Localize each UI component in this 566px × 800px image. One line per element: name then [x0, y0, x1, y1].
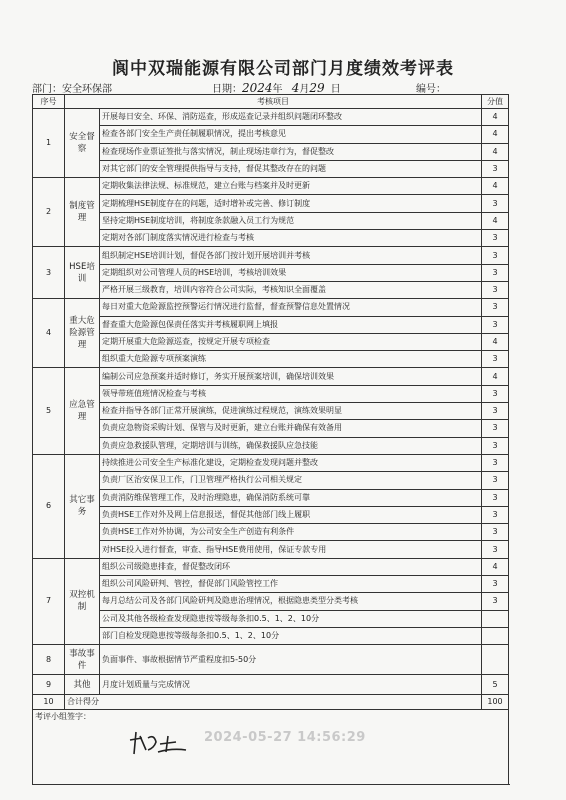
item-text: 严格开展三级教育，培训内容符合公司实际，考核知识全面覆盖: [100, 281, 482, 298]
category-label: 重大危险源管理: [65, 299, 100, 368]
weight-cell: 3: [482, 195, 509, 212]
category-label: 其他: [65, 675, 100, 695]
table-row: [33, 454, 509, 471]
weight-cell: 3: [482, 437, 509, 454]
weight-cell: 3: [482, 541, 509, 558]
item-text: 每日对重大危险源监控预警运行情况进行监督，督查预警信息处置情况: [100, 299, 482, 316]
item-text: 月度计划质量与完成情况: [100, 675, 482, 695]
row-number: 1: [33, 109, 65, 178]
weight-cell: 4: [482, 212, 509, 229]
weight-cell: 4: [482, 143, 509, 160]
item-text: 组织重大危险源专项预案演练: [100, 351, 482, 368]
item-text: 定期对各部门制度落实情况进行检查与考核: [100, 230, 482, 247]
table-row: [33, 264, 509, 281]
date-day: 29: [309, 81, 325, 95]
table-row: [33, 316, 509, 333]
total-row: [33, 695, 509, 710]
item-text: 对HSE投入进行督查，审查、指导HSE费用使用，保证专款专用: [100, 541, 482, 558]
date-field: [212, 80, 341, 95]
table-row: [33, 385, 509, 402]
table-row: [33, 299, 509, 316]
table-row: [33, 109, 509, 126]
weight-cell: 3: [482, 420, 509, 437]
row-number: 8: [33, 645, 65, 675]
weight-cell: 4: [482, 558, 509, 575]
table-row: [33, 351, 509, 368]
table-row: [33, 524, 509, 541]
table-row: [33, 645, 509, 675]
category-label: 应急管理: [65, 368, 100, 454]
table-row: [33, 368, 509, 385]
table-row: [33, 437, 509, 454]
category-label: 双控机制: [65, 558, 100, 644]
weight-cell: [482, 645, 509, 675]
item-text: 定期组织对公司管理人员的HSE培训，考核培训效果: [100, 264, 482, 281]
weight-cell: 3: [482, 230, 509, 247]
weight-cell: 4: [482, 333, 509, 350]
table-row: [33, 627, 509, 644]
row-number: 3: [33, 247, 65, 299]
weight-cell: 3: [482, 576, 509, 593]
department-field: [32, 80, 112, 95]
row-number: 10: [33, 695, 65, 710]
row-number: 5: [33, 368, 65, 454]
item-text: 检查现场作业票证签批与落实情况，制止现场违章行为，督促整改: [100, 143, 482, 160]
date-year-suffix: 年: [272, 84, 283, 95]
item-text: 编制公司应急预案并适时修订，务实开展预案培训，确保培训效果: [100, 368, 482, 385]
weight-cell: 3: [482, 454, 509, 471]
form-title: 阆中双瑞能源有限公司部门月度绩效考评表: [112, 59, 454, 79]
weight-cell: 5: [482, 675, 509, 695]
table-row: [33, 126, 509, 143]
weight-cell: 3: [482, 160, 509, 177]
table-row: [33, 472, 509, 489]
weight-cell: 3: [482, 506, 509, 523]
item-text: 每月总结公司及各部门风险研判及隐患治理情况，根据隐患类型分类考核: [100, 593, 482, 610]
weight-cell: 3: [482, 403, 509, 420]
row-number: 4: [33, 299, 65, 368]
table-row: [33, 333, 509, 350]
department-value: 安全环保部: [62, 84, 112, 95]
number-field: [416, 80, 446, 95]
category-label: 制度管理: [65, 178, 100, 247]
item-text: 对其它部门的安全管理提供指导与支持，督促其整改存在的问题: [100, 160, 482, 177]
item-text: 负责HSE工作对外协调，为公司安全生产创造有利条件: [100, 524, 482, 541]
category-label: 事故事件: [65, 645, 100, 675]
number-label: 编号：: [416, 84, 446, 95]
weight-cell: 4: [482, 109, 509, 126]
table-row: [33, 281, 509, 298]
item-text: 持续推进公司安全生产标准化建设，定期检查发现问题并整改: [100, 454, 482, 471]
item-text: 领导带班值班情况检查与考核: [100, 385, 482, 402]
row-number: 2: [33, 178, 65, 247]
category-label: HSE培训: [65, 247, 100, 299]
department-label: 部门：: [32, 84, 62, 95]
table-row: [33, 403, 509, 420]
weight-cell: [482, 610, 509, 627]
weight-cell: 3: [482, 281, 509, 298]
item-text: 定期开展重大危险源巡查，按规定开展专项检查: [100, 333, 482, 350]
weight-cell: 3: [482, 385, 509, 402]
col-header-item: 考核项目: [65, 95, 482, 109]
table-row: [33, 541, 509, 558]
signature-handwriting: [126, 728, 196, 758]
col-header-no: 序号: [33, 95, 65, 109]
item-text: 负责应急物资采购计划、保管与及时更新，建立台账并确保有效备用: [100, 420, 482, 437]
table-row: [33, 143, 509, 160]
table-row: [33, 247, 509, 264]
table-row: [33, 489, 509, 506]
total-label: 合计得分: [65, 695, 482, 710]
table-row: [33, 420, 509, 437]
table-row: [33, 506, 509, 523]
table-row: [33, 212, 509, 229]
item-text: 负责厂区治安保卫工作，门卫管理严格执行公司相关规定: [100, 472, 482, 489]
item-text: 组织公司级隐患排查，督促整改闭环: [100, 558, 482, 575]
table-row: [33, 178, 509, 195]
table-row: [33, 160, 509, 177]
weight-cell: 3: [482, 524, 509, 541]
weight-cell: 3: [482, 472, 509, 489]
category-label: 其它事务: [65, 454, 100, 558]
weight-cell: 4: [482, 178, 509, 195]
signature-row: [33, 710, 509, 785]
weight-cell: 3: [482, 247, 509, 264]
table-row: [33, 230, 509, 247]
table-header-row: [33, 95, 509, 109]
item-text: 定期梳理HSE制度存在的问题，适时增补或完善、修订制度: [100, 195, 482, 212]
item-text: 开展每日安全、环保、消防巡查，形成巡查记录并组织问题闭环整改: [100, 109, 482, 126]
total-weight: 100: [482, 695, 509, 710]
col-header-weight: 分值: [482, 95, 509, 109]
table-row: [33, 558, 509, 575]
evaluation-table: [32, 94, 509, 785]
table-row: [33, 576, 509, 593]
item-text: 组织公司风险研判、管控，督促部门风险管控工作: [100, 576, 482, 593]
item-text: 负面事件、事故根据情节严重程度扣5-50分: [100, 645, 482, 675]
item-text: 负责应急救援队管理，定期培训与训练，确保救援队应急技能: [100, 437, 482, 454]
date-year: 2024: [242, 81, 273, 95]
item-text: 坚持定期HSE制度培训，将制度条款融入员工行为规范: [100, 212, 482, 229]
item-text: 组织制定HSE培训计划，督促各部门按计划开展培训并考核: [100, 247, 482, 264]
item-text: 部门自检发现隐患按等级每条扣0.5、1、2、10分: [100, 627, 482, 644]
item-text: 检查并指导各部门正常开展演练，促进演练过程规范，演练效果明显: [100, 403, 482, 420]
item-text: 检查各部门安全生产责任制履职情况，提出考核意见: [100, 126, 482, 143]
category-label: 安全督察: [65, 109, 100, 178]
weight-cell: 4: [482, 126, 509, 143]
weight-cell: [482, 627, 509, 644]
item-text: 负责HSE工作对外及网上信息报送，督促其他部门线上履职: [100, 506, 482, 523]
table-row: [33, 610, 509, 627]
weight-cell: 4: [482, 368, 509, 385]
item-text: 督查重大危险源包保责任落实并考核履职网上填报: [100, 316, 482, 333]
item-text: 负责消防维保管理工作，及时治理隐患，确保消防系统可靠: [100, 489, 482, 506]
evaluator-signature: [126, 728, 196, 762]
signature-label: 考评小组签字：: [33, 710, 509, 785]
weight-cell: 3: [482, 351, 509, 368]
row-number: 9: [33, 675, 65, 695]
weight-cell: 3: [482, 264, 509, 281]
date-month: 4: [291, 81, 300, 95]
item-text: 公司及其他各级检查发现隐患按等级每条扣0.5、1、2、10分: [100, 610, 482, 627]
weight-cell: 3: [482, 316, 509, 333]
weight-cell: 3: [482, 299, 509, 316]
date-day-suffix: 日: [330, 84, 341, 95]
timestamp-stamp: 2024-05-27 14:56:29: [204, 730, 366, 745]
weight-cell: 3: [482, 593, 509, 610]
weight-cell: 3: [482, 489, 509, 506]
date-label: 日期：: [212, 84, 242, 95]
row-number: 6: [33, 454, 65, 558]
table-row: [33, 195, 509, 212]
date-month-suffix: 月: [299, 84, 310, 95]
table-row: [33, 593, 509, 610]
table-row: [33, 675, 509, 695]
row-number: 7: [33, 558, 65, 644]
item-text: 定期收集法律法规、标准规范，建立台账与档案并及时更新: [100, 178, 482, 195]
